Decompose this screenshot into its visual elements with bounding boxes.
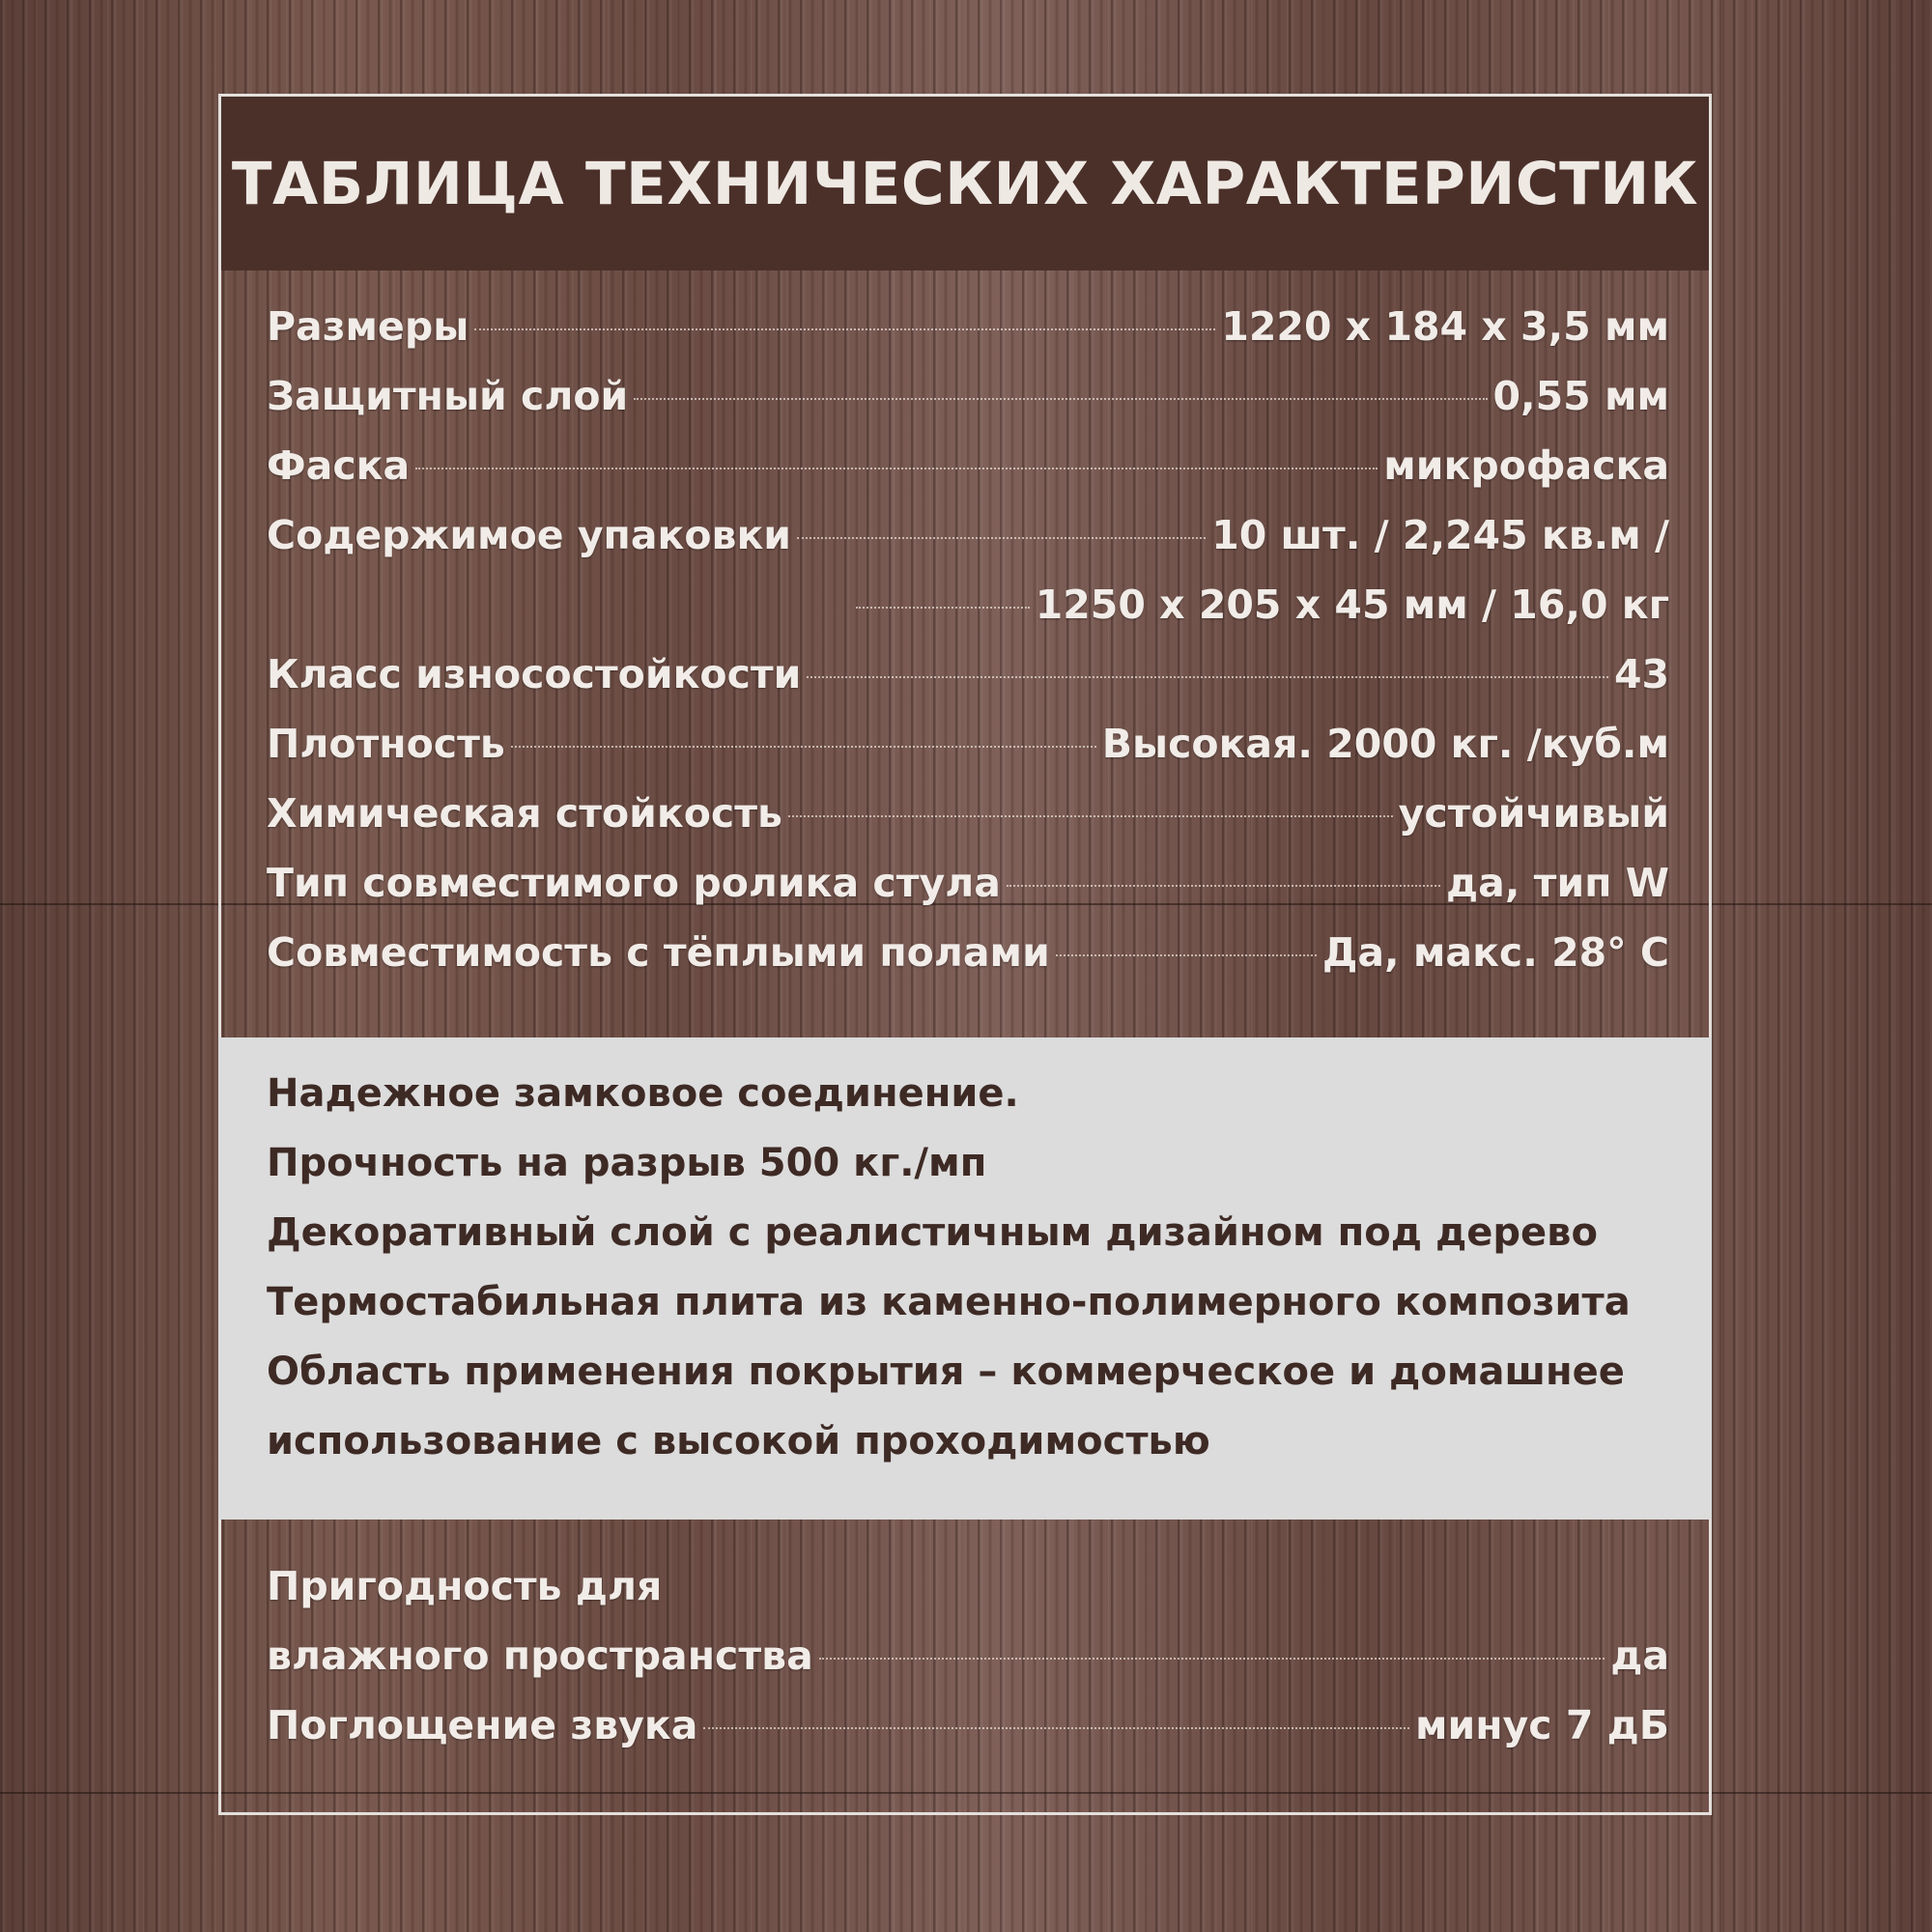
spec-value: Да, макс. 28° С (1321, 929, 1669, 976)
spec-list (267, 292, 1669, 987)
dot-leader (474, 328, 1215, 330)
spec-value: 43 (1613, 651, 1669, 697)
spec-row-wear-layer (267, 361, 1669, 431)
spec-label: Совместимость с тёплыми полами (267, 929, 1050, 976)
spec-value: микрофаска (1383, 442, 1669, 489)
spec-value: да (1610, 1633, 1669, 1679)
spec-row-wear-class (267, 639, 1669, 709)
spec-value: да, тип W (1446, 860, 1669, 906)
extra-specs (267, 1551, 1669, 1760)
spec-label: Содержимое упаковки (267, 512, 792, 558)
title-bar (221, 97, 1709, 270)
plank-seam (1719, 0, 1721, 1932)
spec-value: 1250 х 205 х 45 мм / 16,0 кг (1035, 582, 1669, 628)
dot-leader (703, 1727, 1409, 1729)
feature-line: Декоративный слой с реалистичным дизайном под дерево (267, 1210, 1598, 1255)
dot-leader (788, 815, 1393, 817)
spec-value: 0,55 мм (1492, 373, 1669, 419)
spec-row-moisture (267, 1621, 1669, 1690)
features-panel (218, 1037, 1712, 1520)
dot-leader (1056, 954, 1317, 956)
spec-row-package-continued (267, 570, 1669, 639)
spec-row-chair-caster (267, 848, 1669, 918)
feature-line: использование с высокой проходимостью (267, 1419, 1210, 1463)
spec-value: 10 шт. / 2,245 кв.м / (1211, 512, 1669, 558)
spec-label: Размеры (267, 303, 469, 350)
spec-row-size (267, 292, 1669, 361)
spec-row-chemical (267, 779, 1669, 848)
spec-row-sound (267, 1690, 1669, 1760)
feature-line: Термостабильная плита из каменно-полимерного композита (267, 1280, 1631, 1324)
dot-leader (807, 676, 1608, 678)
spec-label: Класс износостойкости (267, 651, 802, 697)
spec-value: минус 7 дБ (1414, 1702, 1669, 1748)
spec-label: Тип совместимого ролика стула (267, 860, 1001, 906)
spec-value: устойчивый (1398, 790, 1669, 837)
spec-row-package (267, 500, 1669, 570)
spec-value: Высокая. 2000 кг. /куб.м (1101, 721, 1669, 767)
spec-label: Пригодность для (267, 1563, 663, 1609)
page-title: ТАБЛИЦА ТЕХНИЧЕСКИХ ХАРАКТЕРИСТИК (231, 149, 1699, 218)
feature-line: Область применения покрытия – коммерческое и домашнее (267, 1350, 1625, 1394)
spec-label: Защитный слой (267, 373, 629, 419)
dot-leader (819, 1658, 1605, 1660)
dot-leader (1007, 885, 1440, 887)
spec-row-bevel (267, 431, 1669, 500)
spec-row-density (267, 709, 1669, 779)
feature-line: Прочность на разрыв 500 кг./мп (267, 1141, 987, 1185)
dot-leader (797, 537, 1206, 539)
dot-leader (415, 468, 1378, 469)
spec-label: Плотность (267, 721, 505, 767)
spec-label: Химическая стойкость (267, 790, 782, 837)
dot-leader (634, 398, 1487, 400)
spec-label: влажного пространства (267, 1633, 813, 1679)
spec-row-underfloor-heating (267, 918, 1669, 987)
dot-leader (856, 607, 1030, 609)
spec-value: 1220 х 184 х 3,5 мм (1221, 303, 1669, 350)
dot-leader (511, 746, 1096, 748)
spec-label: Фаска (267, 442, 411, 489)
feature-line: Надежное замковое соединение. (267, 1071, 1019, 1116)
spec-label: Поглощение звука (267, 1702, 698, 1748)
